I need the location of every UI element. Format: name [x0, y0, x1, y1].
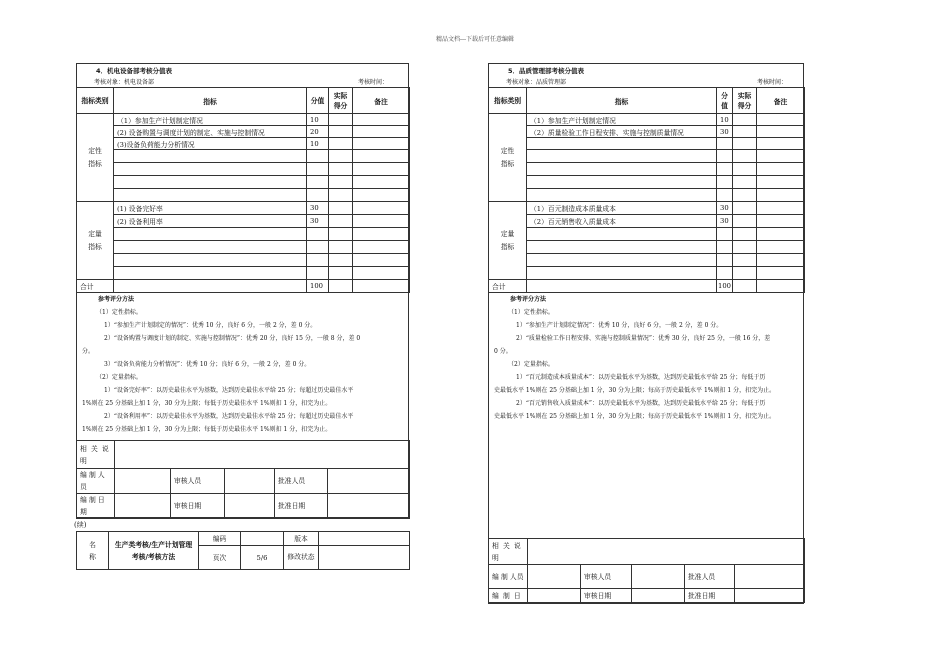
- method-line: 2）“百元销售收入质量成本”：以历史最低水平为基数，达到历史最低水平给 25 分；每低于历: [516, 400, 766, 407]
- method-line: 2）“设备利用率”：以历史最佳水平为基数，达到历史最佳水平给 25 分；每超过历史最佳水平: [104, 413, 354, 420]
- left-time: 考核时间：: [358, 79, 389, 86]
- left-sign-table: [76, 440, 410, 519]
- method-line: 0 分。: [494, 348, 512, 355]
- approver-label: 批准人员: [685, 565, 735, 589]
- left-object: 考核对象：机电设备部: [94, 79, 155, 86]
- document-name: 生产类考核/生产计划管理考核/考核方法: [109, 532, 199, 570]
- method-line: （2）定量指标。: [508, 361, 554, 368]
- table-row-score: 30: [307, 202, 329, 215]
- status-label: 修改状态: [284, 546, 319, 570]
- table-row-name: (2) 设备利用率: [114, 215, 307, 228]
- reviewer-label: 审核人员: [171, 469, 225, 494]
- reviewer-label: 审核人员: [581, 565, 632, 589]
- code-label: 编码: [199, 532, 241, 546]
- total-value: 100: [717, 280, 733, 293]
- category-qualitative: 定性指标: [489, 114, 527, 202]
- category-qualitative: 定性指标: [77, 114, 114, 202]
- table-row-name: （2）质量检验工作日程安排、实施与控制质量情况: [527, 126, 717, 138]
- total-value: 100: [307, 280, 329, 293]
- version-label: 版本: [284, 532, 319, 546]
- method-line: 分。: [82, 348, 95, 355]
- table-row-name: （2）百元销售收入质量成本: [527, 215, 717, 228]
- col-indicator: 指标: [114, 88, 307, 114]
- left-title: 4．机电设备部考核分值表: [96, 67, 173, 75]
- method-line: 2）“质量检验工作日程安排、实施与控制质量情况”：优秀 30 分，良好 25 分，一般 16 分，差: [516, 335, 771, 342]
- related-notes-label: 相 关 说明: [489, 539, 528, 565]
- col-remark: 备注: [757, 88, 805, 114]
- method-line: 3）“设备负荷能力分析情况”：优秀 10 分；良好 6 分，一般 2 分，差 0 分。: [104, 361, 311, 368]
- col-score: 分值: [307, 88, 329, 114]
- related-notes-label: 相 关 说明: [77, 441, 115, 469]
- col-actual: 实际得分: [329, 88, 353, 114]
- table-row-name: (1) 设备完好率: [114, 202, 307, 215]
- approve-date-label: 批准日期: [275, 494, 328, 519]
- method-line: 1）“参加生产计划制定情况”：优秀 10 分，良好 6 分，一般 2 分，差 0 分。: [516, 322, 723, 329]
- method-line: （1）定性指标。: [96, 309, 142, 316]
- compiler-label: 编 制 人员: [77, 469, 115, 494]
- method-line: 史最低水平 1%则在 25 分基础上加 1 分，30 分为上限；每高于历史最低水平 1%则扣 1 分，扣完为止。: [494, 413, 776, 420]
- col-remark: 备注: [353, 88, 410, 114]
- method-title: 参考评分方法: [98, 296, 135, 303]
- continued-label: (续): [74, 521, 87, 529]
- left-scoring-method: [82, 293, 407, 436]
- col-indicator: 指标: [527, 88, 717, 114]
- table-row-score: 10: [307, 114, 329, 126]
- right-score-table: [488, 87, 805, 293]
- method-line: 2）“设备购置与调度计划的制定、实施与控制情况”：优秀 20 分，良好 15 分，一般 8 分，差 0: [104, 335, 361, 342]
- review-date-label: 审核日期: [581, 589, 632, 603]
- total-label: 合计: [489, 280, 527, 293]
- name-label: 名称: [77, 532, 109, 570]
- table-row-name: （1）参加生产计划制定情况: [527, 114, 717, 126]
- method-line: 1）“百元制造成本质量成本”：以历史最低水平为基数，达到历史最低水平给 25 分；每低于历: [516, 374, 766, 381]
- table-row-score: 10: [717, 114, 733, 126]
- table-row-score: 30: [307, 215, 329, 228]
- category-quantitative: 定量指标: [77, 202, 114, 280]
- approver-label: 批准人员: [275, 469, 328, 494]
- col-actual: 实际得分: [733, 88, 757, 114]
- method-line: 1）“参加生产计划制定的情况”：优秀 10 分，良好 6 分，一般 2 分，差 0 分。: [104, 322, 317, 329]
- table-row-name: (3)设备负荷能力分析情况: [114, 138, 307, 150]
- table-row-score: 30: [717, 215, 733, 228]
- method-line: 史最低水平 1%则在 25 分基础上加 1 分，30 分为上限；每高于历史最低水平 1%则扣 1 分，扣完为止。: [494, 387, 776, 394]
- right-time: 考核时间：: [757, 79, 788, 86]
- table-row-score: 20: [307, 126, 329, 138]
- right-sign-table: [488, 538, 805, 603]
- method-line: 1%则在 25 分基础上加 1 分，30 分为上限；每低于历史最佳水平 1%则扣 1 分，扣完为止。: [82, 400, 332, 407]
- right-title: 5．品质管理部考核分值表: [508, 67, 585, 75]
- right-object: 考核对象：品质管理部: [506, 79, 567, 86]
- compile-date-label: 编 制 日: [489, 589, 528, 603]
- table-row-name: （1）百元制造成本质量成本: [527, 202, 717, 215]
- method-title: 参考评分方法: [510, 296, 547, 303]
- col-category: 指标类别: [77, 88, 114, 114]
- left-score-table: [76, 87, 410, 293]
- page-header: 精品文档---下载后可任意编辑: [435, 36, 515, 43]
- table-row-name: (2) 设备购置与调度计划的制定、实施与控制情况: [114, 126, 307, 138]
- method-line: 1%则在 25 分基础上加 1 分，30 分为上限；每低于历史最佳水平 1%则扣 1 分，扣完为止。: [82, 426, 332, 433]
- document-info-table: [76, 531, 410, 570]
- table-row-score: 10: [307, 138, 329, 150]
- page-label: 页次: [199, 546, 241, 570]
- method-line: （1）定性指标。: [508, 309, 554, 316]
- review-date-label: 审核日期: [171, 494, 225, 519]
- compile-date-label: 编 制 日期: [77, 494, 115, 519]
- method-line: （2）定量指标。: [96, 374, 142, 381]
- col-category: 指标类别: [489, 88, 527, 114]
- method-line: 1）“设备完好率”：以历史最佳水平为基数，达到历史最佳水平给 25 分；每超过历史最佳水平: [104, 387, 354, 394]
- table-row-score: 30: [717, 202, 733, 215]
- approve-date-label: 批准日期: [685, 589, 735, 603]
- page-value: 5/6: [241, 546, 284, 570]
- col-score: 分值: [717, 88, 733, 114]
- right-scoring-method: [494, 293, 802, 423]
- table-row-score: 30: [717, 126, 733, 138]
- compiler-label: 编 制 人员: [489, 565, 528, 589]
- category-quantitative: 定量指标: [489, 202, 527, 280]
- total-label: 合计: [77, 280, 114, 293]
- table-row-name: （1）参加生产计划制定情况: [114, 114, 307, 126]
